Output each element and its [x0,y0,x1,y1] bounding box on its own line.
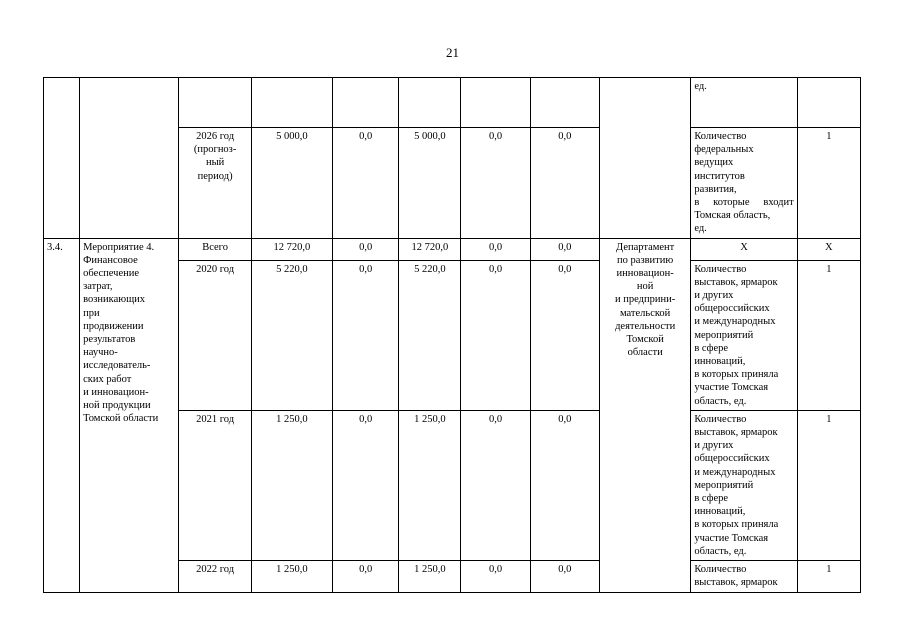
cell-extrabudget: 0,0 [530,561,599,592]
cell-local: 0,0 [461,238,530,260]
cell-extrabudget: 0,0 [530,128,599,239]
cell-indicator: Количество выставок, ярмарок и других общероссийских и международных мероприятий в сфере инноваций, в которых приняла участие Томская область, ед. [691,410,797,560]
cell-local: 0,0 [461,561,530,592]
cell-federal: 0,0 [333,238,399,260]
cell-value [797,78,860,128]
cell-value: Х [797,238,860,260]
table-row [44,78,861,128]
cell-local: 0,0 [461,410,530,560]
cell-federal [333,78,399,128]
cell-period: 2026 год (прогноз- ный период) [179,128,251,239]
cell-indicator: Количество выставок, ярмарок [691,561,797,592]
cell-period: 2021 год [179,410,251,560]
cell-local [461,78,530,128]
cell-federal: 0,0 [333,128,399,239]
cell-indicator: Количество выставок, ярмарок и других общероссийских и международных мероприятий в сфере инноваций, в которых приняла участие Томская область, ед. [691,260,797,410]
cell-number [44,78,80,239]
cell-extrabudget: 0,0 [530,260,599,410]
cell-name: Мероприятие 4. Финансовое обеспечение затрат, возникающих при продвижении результатов научно- исследователь- ских работ и инновацион- ной продукции Томской области [80,238,179,592]
cell-extrabudget: 0,0 [530,410,599,560]
cell-regional: 5 000,0 [399,128,461,239]
cell-regional: 1 250,0 [399,561,461,592]
cell-period [179,78,251,128]
cell-total: 5 000,0 [251,128,332,239]
cell-local: 0,0 [461,128,530,239]
cell-regional: 12 720,0 [399,238,461,260]
cell-executor [599,78,690,239]
cell-value: 1 [797,260,860,410]
cell-regional [399,78,461,128]
cell-federal: 0,0 [333,260,399,410]
cell-executor: Департамент по развитию инновацион- ной и предприни- мательской деятельности Томской области [599,238,690,592]
cell-value: 1 [797,561,860,592]
cell-local: 0,0 [461,260,530,410]
cell-value: 1 [797,410,860,560]
cell-federal: 0,0 [333,561,399,592]
cell-indicator: Х [691,238,797,260]
cell-extrabudget: 0,0 [530,238,599,260]
cell-total: 5 220,0 [251,260,332,410]
cell-total: 1 250,0 [251,410,332,560]
cell-regional: 5 220,0 [399,260,461,410]
cell-regional: 1 250,0 [399,410,461,560]
cell-number: 3.4. [44,238,80,592]
cell-federal: 0,0 [333,410,399,560]
page-number: 21 [446,45,459,60]
cell-period: 2022 год [179,561,251,592]
cell-total [251,78,332,128]
table-row [44,238,861,260]
cell-period: 2020 год [179,260,251,410]
cell-total: 12 720,0 [251,238,332,260]
cell-indicator: ед. [691,78,797,128]
cell-total: 1 250,0 [251,561,332,592]
cell-extrabudget [530,78,599,128]
cell-value: 1 [797,128,860,239]
cell-period: Всего [179,238,251,260]
program-table [43,77,861,593]
cell-name [80,78,179,239]
cell-indicator: Количество федеральных ведущих институтов развития, в которые входит Томская область, ед. [691,128,797,239]
